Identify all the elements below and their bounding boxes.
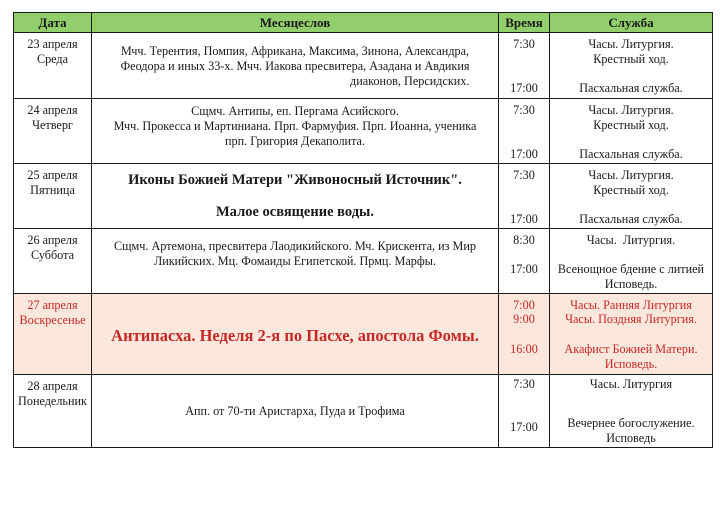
service-cell — [550, 294, 713, 375]
table-row — [14, 164, 713, 229]
service-line: Часы. Литургия. — [586, 233, 676, 247]
time: 17:00 — [510, 262, 538, 276]
service-line: Исповедь. — [604, 357, 658, 371]
service-cell — [550, 375, 713, 448]
desc-line: Сщмч. Артемона, пресвитера Лаодикийского. Мч. Крискента, из Мир — [114, 239, 476, 253]
service-line: Часы. Литургия. — [588, 103, 674, 117]
header-service: Служба — [550, 13, 713, 33]
header-time: Время — [499, 13, 550, 33]
time: 7:30 — [513, 377, 535, 391]
time-cell — [499, 294, 550, 375]
menologion-cell — [92, 229, 499, 294]
header-row — [14, 13, 713, 33]
service-line: Пасхальная служба. — [579, 212, 683, 226]
desc-line: Ликийских. Мц. Фомаиды Египетской. Прмц. Марфы. — [153, 254, 437, 268]
date: 23 апреля — [27, 37, 78, 51]
desc-line: Мчч. Прокесса и Мартиниана. Прп. Фармуфия. Прп. Иоанна, ученика — [113, 118, 477, 133]
table-row — [14, 99, 713, 164]
date-cell — [14, 99, 92, 164]
desc-line: Мчч. Терентия, Помпия, Африкана, Максима, Зинона, Александра, — [120, 44, 470, 58]
service-line: Исповедь. — [604, 277, 658, 291]
time-cell — [499, 99, 550, 164]
service-cell — [550, 99, 713, 164]
time: 17:00 — [510, 147, 538, 161]
time: 8:30 — [513, 233, 535, 247]
service-line: Часы. Поздняя Литургия. — [565, 312, 697, 326]
menologion-cell — [92, 99, 499, 164]
desc-line: прп. Григория Декаполита. — [224, 133, 366, 148]
table-row — [14, 33, 713, 99]
service-line: Исповедь — [606, 431, 656, 445]
table-row — [14, 229, 713, 294]
desc-line: Апп. от 70-ти Аристарха, Пуда и Трофима — [185, 403, 405, 418]
feast-note: Малое освящение воды. — [216, 203, 374, 220]
table-row — [14, 375, 713, 448]
service-line: Пасхальная служба. — [579, 81, 683, 95]
weekday: Суббота — [31, 248, 74, 262]
table-row-highlighted — [14, 294, 713, 375]
service-line: Часы. Ранняя Литургия — [570, 298, 692, 312]
service-line: Всенощное бдение с литией — [557, 262, 705, 276]
time: 7:30 — [513, 168, 535, 182]
service-line: Акафист Божией Матери. — [564, 342, 698, 356]
service-cell — [550, 229, 713, 294]
date-cell — [14, 294, 92, 375]
time-cell — [499, 164, 550, 229]
desc-line: Сщмч. Антипы, еп. Пергама Асийского. — [191, 103, 399, 118]
service-line: Крестный ход. — [593, 52, 669, 66]
service-line: Часы. Литургия — [589, 377, 673, 391]
weekday: Четверг — [32, 118, 73, 132]
date-cell — [14, 375, 92, 448]
time: 17:00 — [510, 420, 538, 434]
weekday: Пятница — [30, 183, 75, 197]
time-cell — [499, 375, 550, 448]
service-line: Часы. Литургия. — [588, 168, 674, 182]
feast-title: Иконы Божией Матери "Живоносный Источник". — [128, 171, 462, 188]
time: 16:00 — [510, 342, 538, 356]
weekday: Среда — [36, 52, 69, 66]
date-cell — [14, 33, 92, 99]
time-cell — [499, 33, 550, 99]
service-line: Пасхальная служба. — [579, 147, 683, 161]
date: 27 апреля — [27, 298, 78, 312]
time: 7:00 — [513, 298, 535, 312]
feast-title: Антипасха. Неделя 2-я по Пасхе, апостола Фомы. — [111, 325, 479, 345]
service-line: Часы. Литургия. — [588, 37, 674, 51]
header-date: Дата — [14, 13, 92, 33]
menologion-cell — [92, 33, 499, 99]
time: 7:30 — [513, 103, 535, 117]
service-line: Крестный ход. — [593, 118, 669, 132]
date-cell — [14, 164, 92, 229]
header-menologion: Месяцеслов — [92, 13, 499, 33]
service-line: Вечернее богослужение. — [567, 416, 695, 430]
date-cell — [14, 229, 92, 294]
service-cell — [550, 33, 713, 99]
date: 26 апреля — [27, 233, 78, 247]
desc-line: диаконов, Персидских. — [350, 74, 470, 88]
time: 17:00 — [510, 212, 538, 226]
time: 17:00 — [510, 81, 538, 95]
menologion-cell — [92, 164, 499, 229]
date: 28 апреля — [27, 379, 78, 393]
desc-line: Феодора и иных 33-х. Мчч. Иакова пресвитера, Азадана и Авдикия — [120, 59, 470, 73]
time: 7:30 — [513, 37, 535, 51]
service-line: Крестный ход. — [593, 183, 669, 197]
service-cell — [550, 164, 713, 229]
weekday: Воскресенье — [19, 313, 86, 327]
date: 24 апреля — [27, 103, 78, 117]
weekday: Понедельник — [18, 394, 87, 408]
date: 25 апреля — [27, 168, 78, 182]
menologion-cell — [92, 375, 499, 448]
schedule-table — [13, 12, 713, 448]
time-cell — [499, 229, 550, 294]
time: 9:00 — [513, 312, 535, 326]
menologion-cell — [92, 294, 499, 375]
